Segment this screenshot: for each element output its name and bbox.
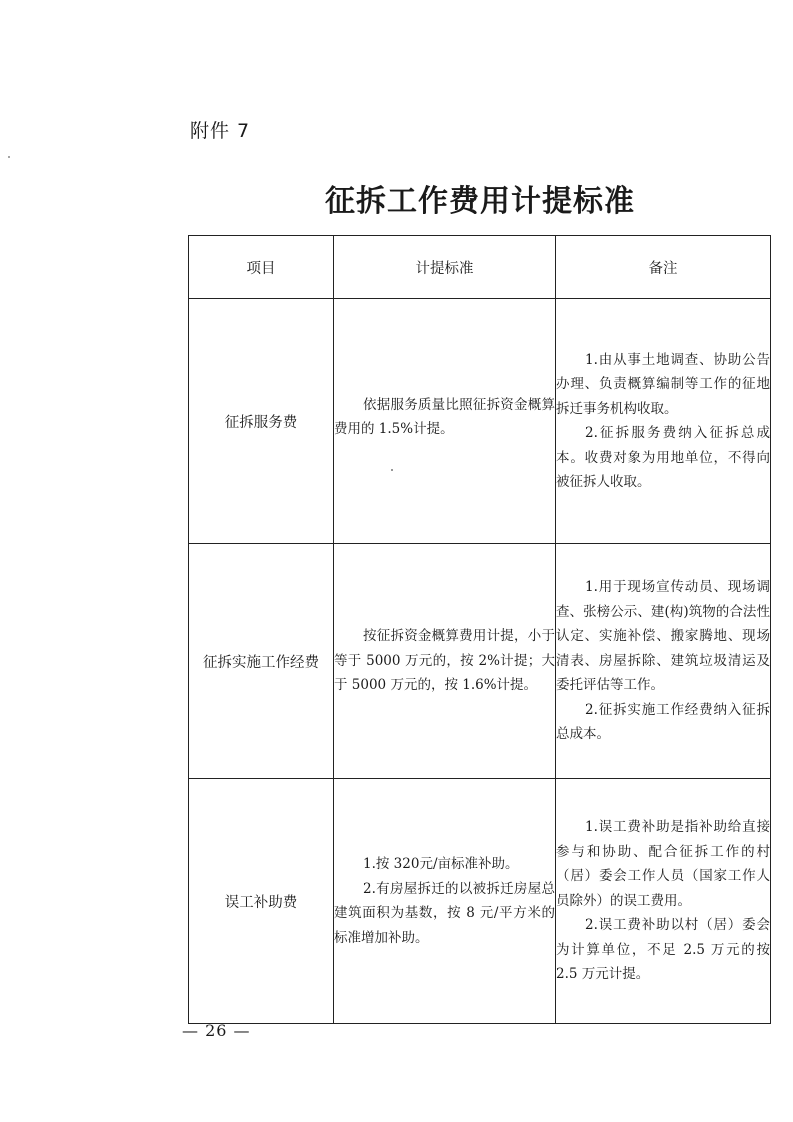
standard-paragraph: 2.有房屋拆迁的以被拆迁房屋总建筑面积为基数，按 8 元/平方米的标准增加补助。 (334, 880, 555, 946)
item-cell: 征拆实施工作经费 (189, 544, 334, 779)
item-cell: 征拆服务费 (189, 299, 334, 544)
remarks-paragraph: 1.误工费补助是指补助给直接参与和协助、配合征拆工作的村（居）委会工作人员（国家工作人员除外）的误工费用。 (556, 819, 770, 909)
remarks-paragraph: 2.征拆实施工作经费纳入征拆总成本。 (556, 701, 770, 743)
standard-cell (334, 779, 556, 1024)
remarks-paragraph: 1.用于现场宣传动员、现场调查、张榜公示、建(构)筑物的合法性认定、实施补偿、搬家腾地、现场清表、房屋拆除、建筑垃圾清运及委托评估等工作。 (556, 579, 770, 694)
header-standard: 计提标准 (334, 236, 556, 299)
remarks-paragraph: 2.征拆服务费纳入征拆总成本。收费对象为用地单位，不得向被征拆人收取。 (556, 425, 770, 490)
remarks-paragraph: 1.由从事土地调查、协助公告办理、负责概算编制等工作的征地拆迁事务机构收取。 (556, 351, 770, 417)
header-item: 项目 (189, 236, 334, 299)
standard-paragraph: 按征拆资金概算费用计提，小于等于 5000 万元的，按 2%计提；大于 5000 万元的，按 1.6%计提。 (334, 628, 555, 694)
standard-cell (334, 299, 556, 544)
remarks-cell (556, 779, 771, 1024)
document-title: 征拆工作费用计提标准 (325, 184, 635, 219)
fee-standards-table (188, 235, 771, 1024)
remarks-paragraph: 2.误工费补助以村（居）委会为计算单位，不足 2.5 万元的按 2.5 万元计提。 (556, 917, 770, 983)
header-remarks: 备注 (556, 236, 771, 299)
remarks-cell (556, 299, 771, 544)
scan-dot (391, 469, 393, 471)
page-number: — 26 — (182, 1021, 251, 1040)
standard-paragraph: 依据服务质量比照征拆资金概算费用的 1.5%计提。 (334, 396, 555, 437)
item-cell: 误工补助费 (189, 779, 334, 1024)
remarks-cell (556, 544, 771, 779)
standard-paragraph: 1.按 320元/亩标准补助。 (363, 856, 519, 872)
table-row (189, 544, 771, 779)
table-row (189, 299, 771, 544)
scan-speck (8, 156, 10, 158)
table-row (189, 779, 771, 1024)
attachment-label: 附件 7 (190, 120, 251, 142)
standard-cell (334, 544, 556, 779)
table-header-row (189, 236, 771, 299)
